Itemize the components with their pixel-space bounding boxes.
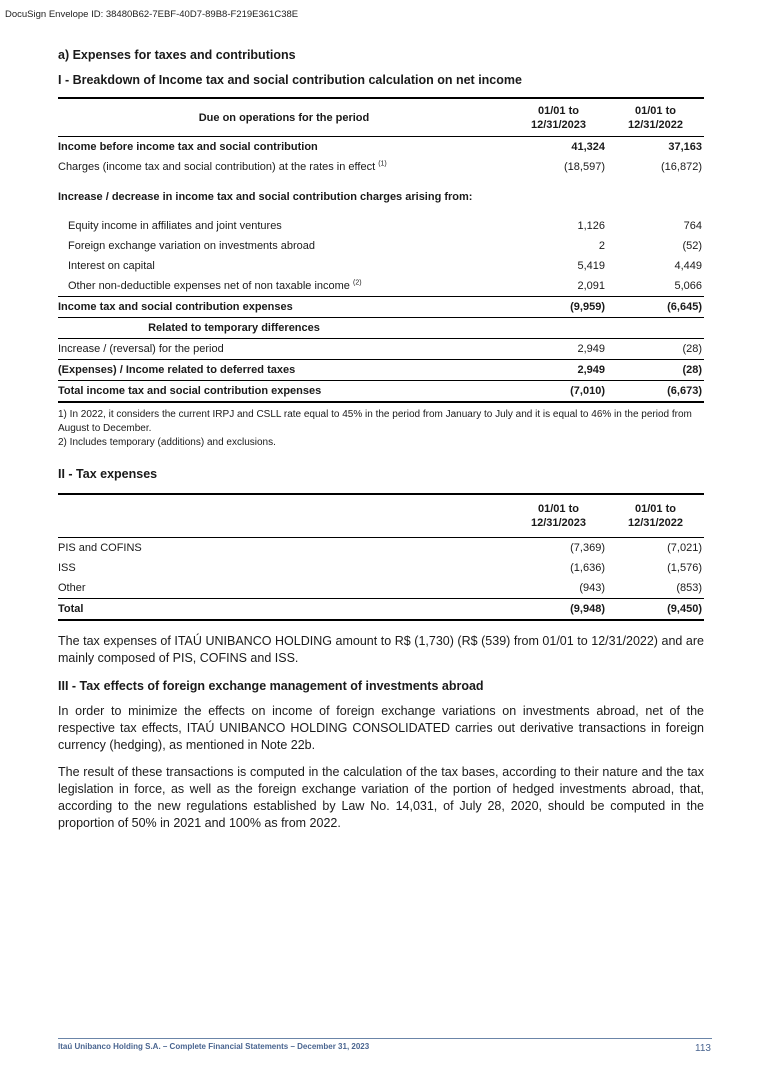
tax-expenses-table (58, 493, 704, 621)
row-label: Total income tax and social contribution expenses (58, 381, 510, 403)
row-label: Increase / (reversal) for the period (58, 339, 510, 360)
header-col-2022: 01/01 to 12/31/2022 (607, 494, 704, 538)
value-2022: (6,645) (607, 297, 704, 318)
value-2023: 2,091 (577, 280, 605, 292)
row-label: Increase / decrease in income tax and social contribution charges arising from: (58, 191, 473, 203)
table-row (58, 578, 704, 599)
value-2022: 4,449 (674, 260, 702, 272)
header-col-2023: 01/01 to 12/31/2023 (510, 494, 607, 538)
value-2022: 37,163 (668, 141, 702, 153)
note-1: 1) In 2022, it considers the current IRPJ and CSLL rate equal to 45% in the period from January to July and it is equal to 46% in the period from August to December. (58, 409, 692, 434)
tax-bases-paragraph: The result of these transactions is computed in the calculation of the tax bases, according to their nature and the tax legislation in force, as well as the foreign exchange variation of the portion of hedged investments abroad, that, according to the new regulations established by Law No. 14,031, of July 28, 2020, should be computed in the proportion of 50% in 2021 and 100% as from 2022. (58, 765, 704, 830)
value-2022: (28) (607, 360, 704, 381)
docusign-envelope-id: DocuSign Envelope ID: 38480B62-7EBF-40D7-89B8-F219E361C38E (5, 9, 299, 20)
row-label: PIS and COFINS (58, 542, 142, 554)
section-ii-title: II - Tax expenses (58, 467, 158, 481)
value-2022: 5,066 (674, 280, 702, 292)
value-2023: 2,949 (510, 339, 607, 360)
table-row (58, 256, 704, 276)
value-2023: 5,419 (577, 260, 605, 272)
table-row (58, 236, 704, 256)
row-label: Total (58, 599, 510, 621)
value-2022: (28) (607, 339, 704, 360)
row-label: Income before income tax and social contribution (58, 141, 318, 153)
table-row (58, 177, 704, 216)
table-header-row (58, 494, 704, 538)
row-label: Income tax and social contribution expenses (58, 297, 510, 318)
row-label: Interest on capital (68, 260, 155, 272)
header-col-2022: 01/01 to 12/31/2022 (607, 98, 704, 137)
table-row (58, 137, 704, 158)
footnote-ref: (1) (378, 160, 387, 168)
table-row (58, 558, 704, 578)
value-2023: (1,636) (570, 562, 605, 574)
value-2023: 2 (598, 240, 605, 252)
value-2022: (1,576) (667, 562, 702, 574)
value-2022: (6,673) (607, 381, 704, 403)
value-2023: (7,369) (570, 542, 605, 554)
row-label: Charges (income tax and social contribution) at the rates in effect $^{(1)}$ (58, 160, 387, 173)
row-label: (Expenses) / Income related to deferred taxes (58, 360, 510, 381)
table-row (58, 318, 704, 339)
value-2023: (943) (579, 582, 605, 594)
page-content (58, 48, 704, 832)
section-i-title: I - Breakdown of Income tax and social contribution calculation on net income (58, 73, 522, 87)
footer-divider (58, 1038, 712, 1039)
table-row (58, 381, 704, 403)
section-iii-title: III - Tax effects of foreign exchange management of investments abroad (58, 679, 484, 693)
row-label: Foreign exchange variation on investments abroad (68, 240, 316, 252)
value-2022: (52) (682, 240, 702, 252)
row-label: Other (58, 582, 86, 594)
table-row (58, 276, 704, 297)
note-2: 2) Includes temporary (additions) and exclusions. (58, 437, 276, 448)
value-2022: (9,450) (607, 599, 704, 621)
table-row (58, 339, 704, 360)
table-row (58, 297, 704, 318)
value-2022: 764 (683, 220, 702, 232)
table-row (58, 216, 704, 236)
value-2023: 1,126 (577, 220, 605, 232)
value-2022: (7,021) (667, 542, 702, 554)
table-row (58, 157, 704, 177)
header-label: Due on operations for the period (58, 98, 510, 137)
value-2023: (9,959) (510, 297, 607, 318)
tax-expenses-paragraph: The tax expenses of ITAÚ UNIBANCO HOLDING amount to R$ (1,730) (R$ (539) from 01/01 to 12/31/2022) and are mainly composed of PIS, COFINS and ISS. (58, 634, 704, 665)
table-header-row (58, 98, 704, 137)
hedging-paragraph: In order to minimize the effects on income of foreign exchange variations on investments abroad, net of the respective tax effects, ITAÚ UNIBANCO HOLDING CONSOLIDATED carries out derivative transactions in foreign currency (hedging), as mentioned in Note 22b. (58, 704, 704, 752)
value-2023: (9,948) (510, 599, 607, 621)
income-tax-breakdown-table (58, 97, 704, 403)
table-row (58, 360, 704, 381)
value-2022: (853) (676, 582, 702, 594)
footer-title: Itaú Unibanco Holding S.A. – Complete Financial Statements – December 31, 2023 (58, 1042, 370, 1051)
section-a-title: a) Expenses for taxes and contributions (58, 48, 296, 62)
value-2023: 2,949 (510, 360, 607, 381)
header-label (58, 494, 510, 538)
header-col-2023: 01/01 to 12/31/2023 (510, 98, 607, 137)
value-2023: (18,597) (564, 161, 605, 173)
value-2023: 41,324 (571, 141, 605, 153)
row-label: Equity income in affiliates and joint ventures (68, 220, 282, 232)
row-label: Related to temporary differences (58, 318, 510, 339)
page-number: 113 (695, 1043, 711, 1054)
table-row (58, 599, 704, 621)
value-2022: (16,872) (661, 161, 702, 173)
footnote-ref: (2) (352, 279, 362, 287)
table-notes (58, 408, 704, 450)
row-label: ISS (58, 562, 76, 574)
row-label: Other non-deductible expenses net of non taxable income $^{(2)}$ (68, 279, 362, 292)
table-row (58, 538, 704, 559)
value-2023: (7,010) (510, 381, 607, 403)
